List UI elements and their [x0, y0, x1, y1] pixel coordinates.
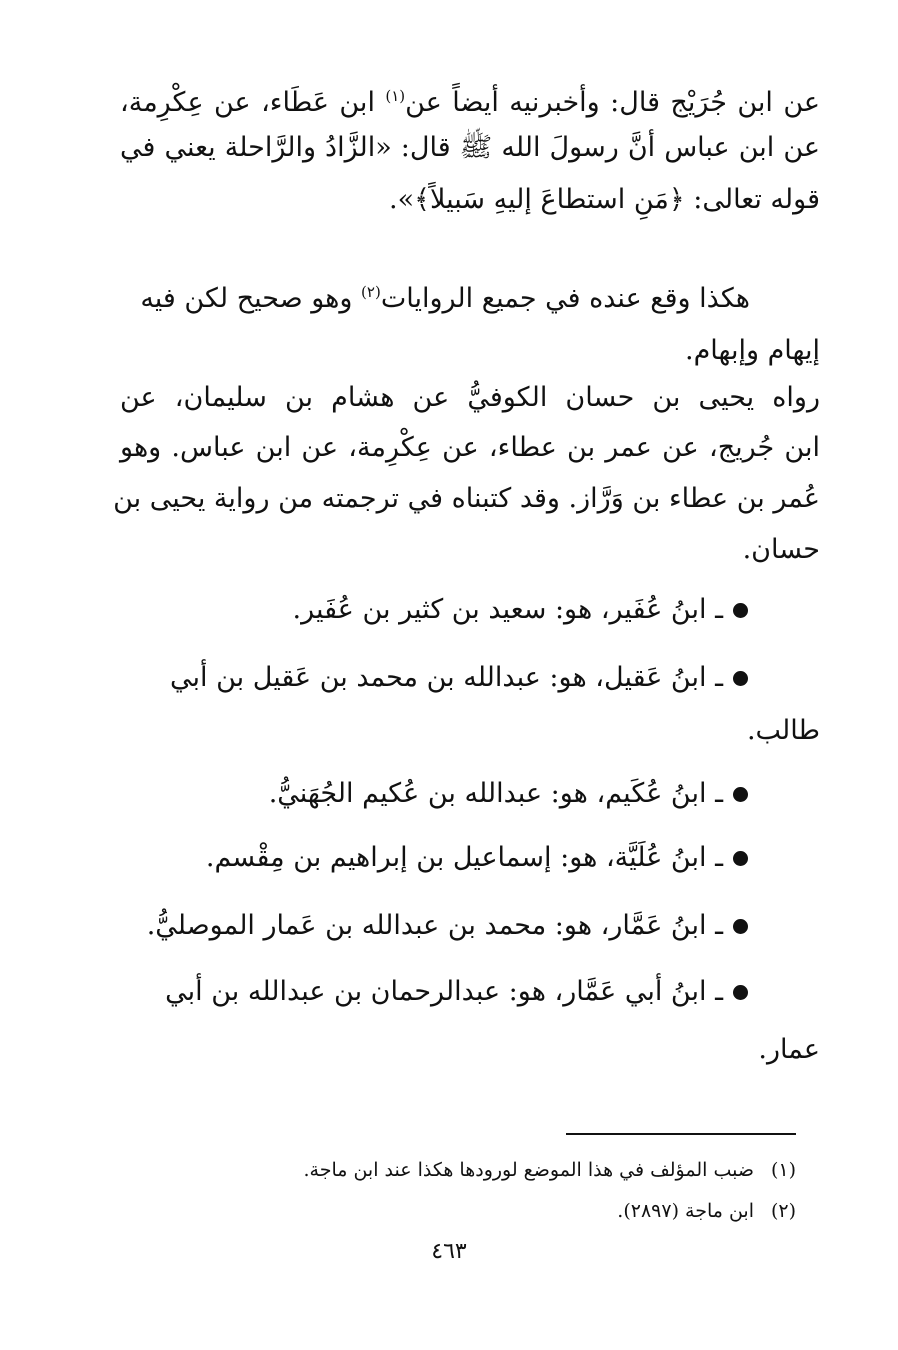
- footnote-separator: [566, 1133, 796, 1135]
- page-number: ٤٦٣: [431, 1239, 467, 1264]
- footnote-ref-1: (١): [385, 87, 406, 105]
- bullet-icon: [733, 919, 748, 934]
- bullet-icon: [733, 671, 748, 686]
- paragraph-1-line-2: عن ابن عباس أنَّ رسولَ الله ﷺ قال: «الزَّادُ والرَّاحلة يعني في: [120, 132, 820, 163]
- paragraph-3-line-2: ابن جُريج، عن عمر بن عطاء، عن عِكْرِمة، عن ابن عباس. وهو: [120, 432, 820, 463]
- paragraph-3-line-3: عُمر بن عطاء بن وَرَّاز. وقد كتبناه في ترجمته من رواية يحيى بن: [113, 483, 820, 514]
- bullet-icon: [733, 851, 748, 866]
- footnote-2: [196, 1197, 796, 1225]
- paragraph-3-line-4: حسان.: [742, 534, 820, 565]
- footnote-text: ابن ماجة (٢٨٩٧).: [617, 1200, 754, 1222]
- footnote-number: (١): [770, 1159, 796, 1181]
- entry-ibn-abi-ammar: [108, 972, 748, 1012]
- paragraph-1-line-1-end: ابن عَطَاء، عن عِكْرِمة،: [120, 87, 386, 118]
- bullet-icon: [733, 985, 748, 1000]
- paragraph-1-line-1-text: عن ابن جُرَيْج قال: وأخبرنيه أيضاً عن: [405, 87, 821, 118]
- paragraph-1-line-1: [120, 76, 820, 123]
- paragraph-3-line-1: رواه يحيى بن حسان الكوفيُّ عن هشام بن سليمان، عن: [120, 382, 820, 413]
- entry-ibn-ukaym: [48, 774, 748, 814]
- entry-text: ـ ابنُ عَقيل، هو: عبدالله بن محمد بن عَقيل بن أبي: [170, 662, 723, 693]
- entry-ibn-ammar: [48, 906, 748, 946]
- footnote-number: (٢): [770, 1200, 796, 1222]
- entry-ibn-ufayr: [48, 590, 748, 630]
- paragraph-2-line-2: إيهام وإبهام.: [684, 335, 820, 366]
- entry-ibn-ulayya: [48, 838, 748, 878]
- entry-text: ـ ابنُ عُلَيَّة، هو: إسماعيل بن إبراهيم بن مِقْسم.: [205, 842, 723, 873]
- paragraph-1-line-3: قوله تعالى: ﴿مَنِ استطاعَ إليهِ سَبيلاً﴾».: [389, 184, 820, 215]
- paragraph-2-line-1-end: وهو صحيح لكن فيه: [140, 283, 362, 314]
- entry-ibn-aqil-continuation: طالب.: [746, 715, 820, 746]
- bullet-icon: [733, 787, 748, 802]
- footnote-ref-2: (٢): [361, 283, 381, 301]
- entry-ibn-aqil: [108, 658, 748, 698]
- entry-ibn-abi-ammar-continuation: عمار.: [758, 1034, 820, 1065]
- entry-text: ـ ابنُ عَمَّار، هو: محمد بن عبدالله بن عَمار الموصليُّ.: [146, 910, 723, 941]
- entry-text: ـ ابنُ عُكَيم، هو: عبدالله بن عُكيم الجُهَنيُّ.: [268, 778, 723, 809]
- entry-text: ـ ابنُ عُفَير، هو: سعيد بن كثير بن عُفَير.: [292, 594, 723, 625]
- bullet-icon: [733, 603, 748, 618]
- footnote-1: [196, 1156, 796, 1184]
- paragraph-2-line-1: [120, 272, 750, 319]
- paragraph-2-line-1-text: هكذا وقع عنده في جميع الروايات: [380, 283, 750, 314]
- entry-text: ـ ابنُ أبي عَمَّار، هو: عبدالرحمان بن عبدالله بن أبي: [165, 976, 723, 1007]
- footnote-text: ضبب المؤلف في هذا الموضع لورودها هكذا عند ابن ماجة.: [303, 1159, 754, 1181]
